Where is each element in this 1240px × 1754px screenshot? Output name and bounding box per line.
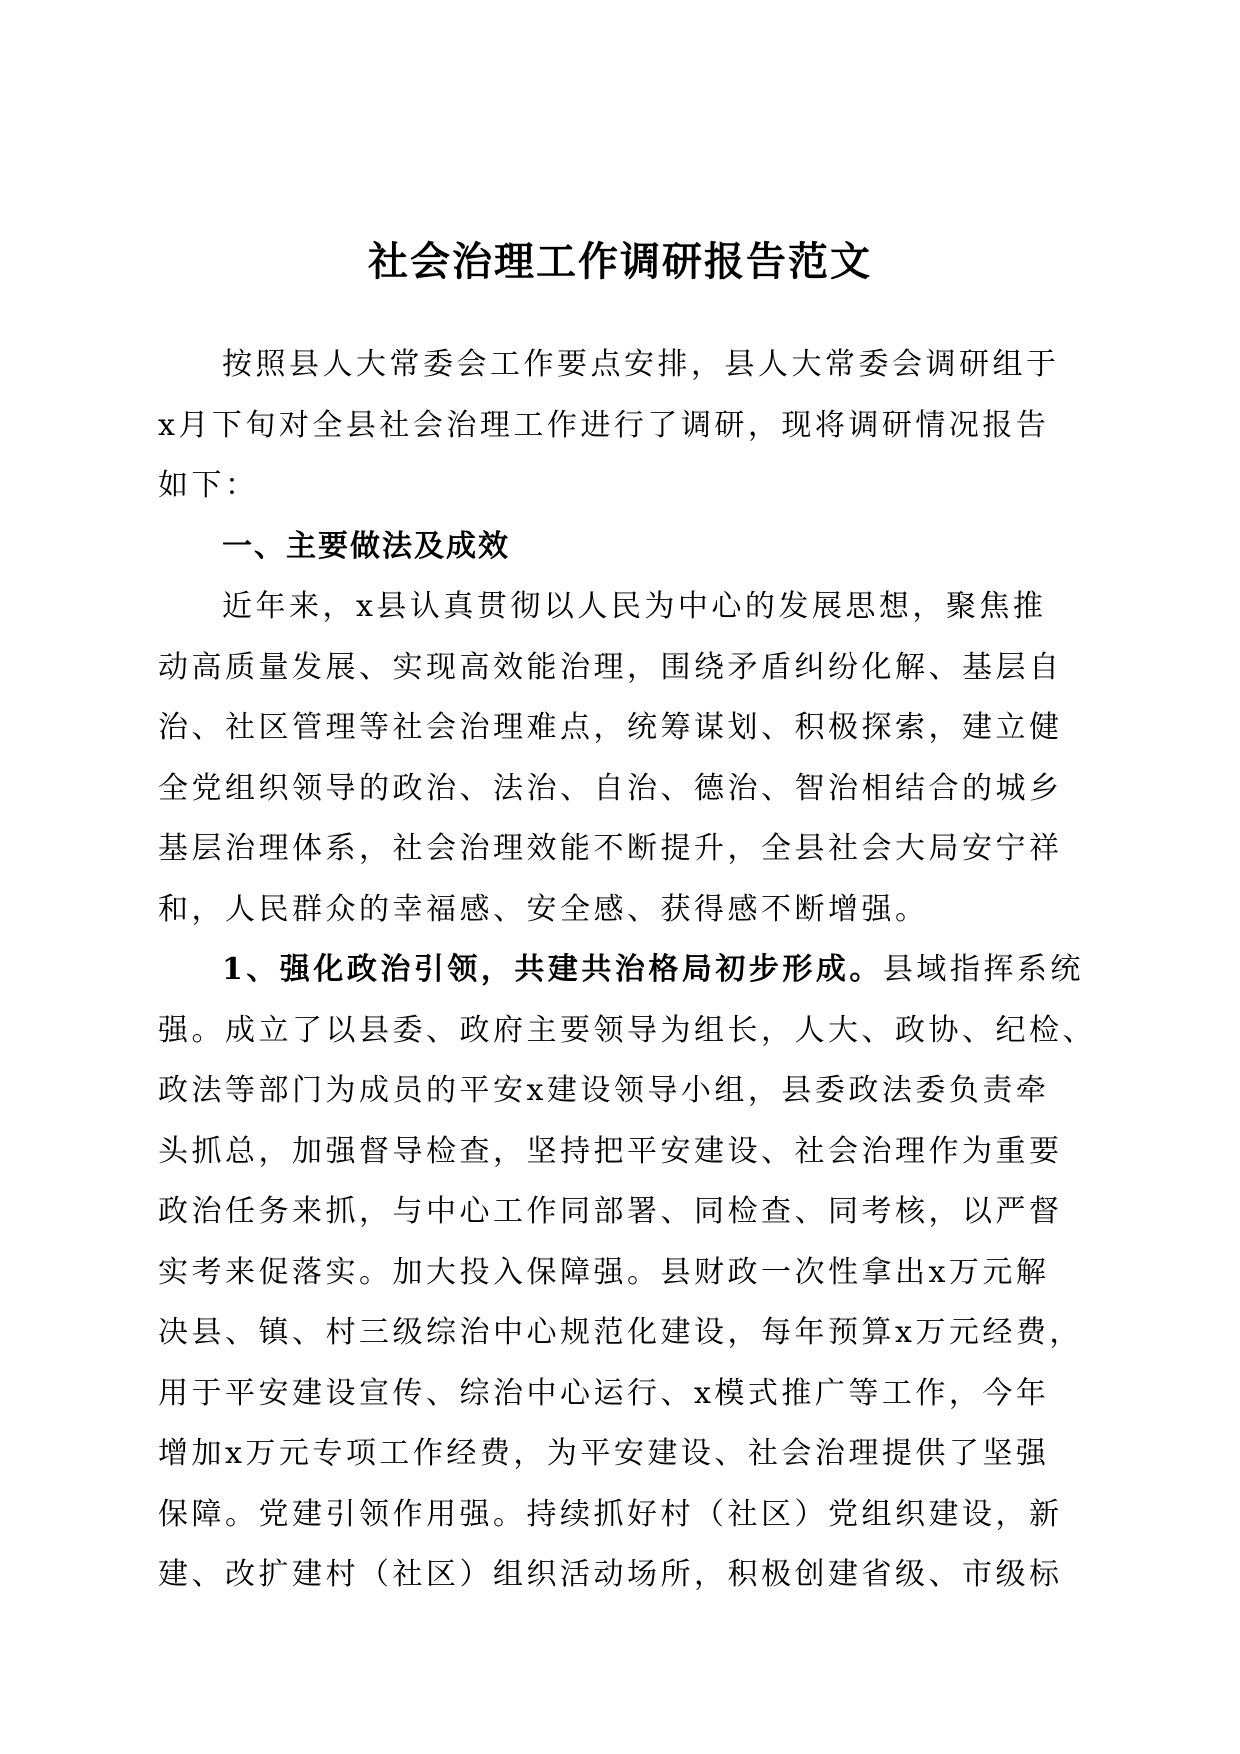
paragraph-line: 治、社区管理等社会治理难点，统筹谋划、积极探索，建立健	[158, 710, 1063, 745]
intro-line: x月下旬对全县社会治理工作进行了调研，现将调研情况报告	[158, 407, 1050, 443]
document-title: 社会治理工作调研报告范文	[368, 239, 872, 285]
section-heading: 一、主要做法及成效	[222, 528, 510, 564]
paragraph-line: 建、改扩建村（社区）组织活动场所，积极创建省级、市级标	[158, 1557, 1063, 1592]
paragraph-line	[158, 940, 1086, 1001]
paragraph-line: 保障。党建引领作用强。持续抓好村（社区）党组织建设，新	[158, 1496, 1063, 1532]
paragraph-line: 全党组织领导的政治、法治、自治、德治、智治相结合的城乡	[158, 770, 1063, 806]
paragraph-line: 用于平安建设宣传、综治中心运行、x模式推广等工作，今年	[158, 1375, 1050, 1411]
paragraph-line: 强。成立了以县委、政府主要领导为组长，人大、政协、纪检、	[158, 1012, 1096, 1048]
paragraph-line: 动高质量发展、实现高效能治理，围绕矛盾纠纷化解、基层自	[158, 649, 1063, 685]
paragraph-line: 政法等部门为成员的平安x建设领导小组，县委政法委负责牵	[158, 1073, 1050, 1108]
paragraph-line: 和，人民群众的幸福感、安全感、获得感不断增强。	[158, 891, 929, 927]
paragraph-text: 县域指挥系统	[882, 952, 1084, 987]
paragraph-line: 决县、镇、村三级综治中心规范化建设，每年预算x万元经费，	[158, 1315, 1083, 1350]
paragraph-line: 近年来，x县认真贯彻以人民为中心的发展思想，聚焦推	[222, 589, 1047, 624]
intro-line: 按照县人大常委会工作要点安排，县人大常委会调研组于	[222, 347, 1060, 382]
subheading: 1、强化政治引领，共建共治格局初步形成。	[222, 952, 883, 987]
paragraph-line: 政治任务来抓，与中心工作同部署、同检查、同考核，以严督	[158, 1194, 1063, 1229]
intro-line: 如下：	[158, 468, 259, 503]
paragraph-line: 基层治理体系，社会治理效能不断提升，全县社会大局安宁祥	[158, 831, 1063, 866]
document-body	[158, 335, 1096, 1606]
paragraph-line: 实考来促落实。加大投入保障强。县财政一次性拿出x万元解	[158, 1254, 1050, 1290]
paragraph-line: 增加x万元专项工作经费，为平安建设、社会治理提供了坚强	[158, 1436, 1050, 1471]
paragraph-line: 头抓总，加强督导检查，坚持把平安建设、社会治理作为重要	[158, 1133, 1063, 1169]
